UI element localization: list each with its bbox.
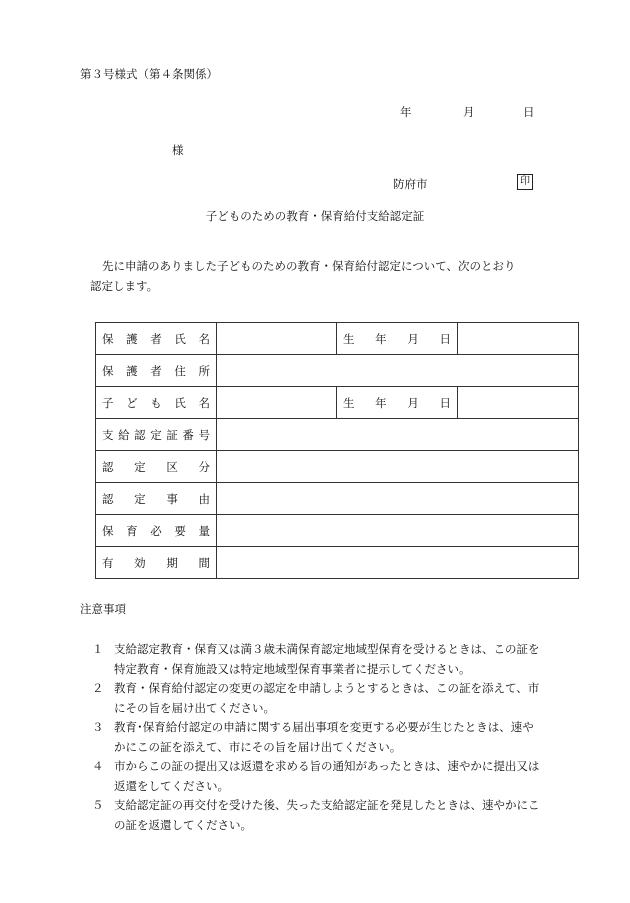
table-row	[96, 323, 579, 355]
guardian-address-value	[217, 355, 579, 387]
label-char: 量	[198, 523, 210, 538]
label-char: 認	[102, 459, 114, 474]
label-char: 定	[150, 427, 162, 442]
table-row	[96, 515, 579, 547]
label-char: 護	[126, 363, 138, 378]
category-value	[217, 451, 579, 483]
cert-number-label	[96, 419, 217, 451]
note-text: 支給認定証の再交付を受けた後、失った支給認定証を発見したときは、速やかにこの証を返還してください。	[114, 798, 540, 832]
label-char: 日	[439, 331, 451, 346]
certificate-table	[95, 322, 579, 579]
guardian-name-value	[217, 323, 337, 355]
label-char: 氏	[174, 395, 186, 410]
category-label	[96, 451, 217, 483]
table-row	[96, 419, 579, 451]
label-char: 必	[150, 523, 162, 538]
label-char: 名	[198, 395, 210, 410]
guardian-name-label	[96, 323, 217, 355]
note-text: 教育・保育給付認定の変更の認定を申請しようとするときは、この証を添えて、市にその旨を届け出てください。	[114, 681, 540, 715]
label-char: 氏	[174, 331, 186, 346]
label-char: 分	[198, 459, 210, 474]
label-char: 効	[134, 555, 146, 570]
label-char: 年	[375, 395, 387, 410]
addressee-suffix: 様	[172, 143, 184, 157]
table-row	[96, 547, 579, 579]
label-char: 認	[134, 427, 146, 442]
label-char: 号	[198, 427, 210, 442]
label-char: 育	[126, 523, 138, 538]
table-row	[96, 355, 579, 387]
label-char: 保	[102, 523, 114, 538]
issuer-name: 防府市	[393, 177, 428, 191]
care-amount-value	[217, 515, 579, 547]
label-char: 由	[198, 491, 210, 506]
body-line-2: 認定します。	[90, 279, 159, 293]
validity-label	[96, 547, 217, 579]
reason-value	[217, 483, 579, 515]
label-char: も	[150, 395, 162, 410]
label-char: 期	[166, 555, 178, 570]
document-title: 子どものための教育・保育給付支給認定証	[205, 209, 425, 223]
list-item	[92, 718, 544, 757]
list-item	[92, 679, 544, 718]
label-char: 事	[166, 491, 178, 506]
label-char: 定	[134, 459, 146, 474]
guardian-birth-date-value	[458, 323, 579, 355]
child-name-value	[217, 387, 337, 419]
label-char: 有	[102, 555, 114, 570]
note-text: 教育･保育給付認定の申請に関する届出事項を変更する必要が生じたときは、速やかにこの証を添えて、市にその旨を届け出てください。	[114, 720, 534, 754]
label-char: 給	[118, 427, 130, 442]
label-char: ど	[126, 395, 138, 410]
label-char: 支	[102, 427, 114, 442]
reason-label	[96, 483, 217, 515]
list-item	[92, 796, 544, 835]
label-char: 日	[439, 395, 451, 410]
table-row	[96, 387, 579, 419]
note-number: １	[92, 642, 104, 656]
label-char: 番	[182, 427, 194, 442]
child-name-label	[96, 387, 217, 419]
label-char: 区	[166, 459, 178, 474]
date-month-label: 月	[463, 105, 475, 119]
label-char: 保	[102, 363, 114, 378]
note-number: ５	[92, 798, 104, 812]
form-label: 第３号様式（第４条関係）	[80, 67, 218, 81]
label-char: 認	[102, 491, 114, 506]
seal-mark: 印	[517, 174, 533, 190]
label-char: 年	[375, 331, 387, 346]
label-char: 証	[166, 427, 178, 442]
table-row	[96, 483, 579, 515]
list-item	[92, 640, 544, 679]
guardian-address-label	[96, 355, 217, 387]
label-char: 定	[134, 491, 146, 506]
label-char: 間	[198, 555, 210, 570]
birth-date-label	[337, 387, 458, 419]
cert-number-value	[217, 419, 579, 451]
label-char: 保	[102, 331, 114, 346]
note-number: ２	[92, 681, 104, 695]
label-char: 者	[150, 363, 162, 378]
notes-list	[92, 640, 544, 835]
child-birth-date-value	[458, 387, 579, 419]
body-line-1: 先に申請のありました子どものための教育・保育給付認定について、次のとおり	[102, 259, 516, 273]
label-char: 子	[102, 395, 114, 410]
body-text	[90, 256, 550, 296]
label-char: 住	[174, 363, 186, 378]
date-day-label: 日	[523, 105, 535, 119]
list-item	[92, 757, 544, 796]
birth-date-label	[337, 323, 458, 355]
note-number: ３	[92, 720, 104, 734]
label-char: 月	[407, 395, 419, 410]
table-row	[96, 451, 579, 483]
label-char: 護	[126, 331, 138, 346]
label-char: 要	[174, 523, 186, 538]
label-char: 生	[343, 395, 355, 410]
label-char: 所	[198, 363, 210, 378]
note-number: ４	[92, 759, 104, 773]
label-char: 者	[150, 331, 162, 346]
care-amount-label	[96, 515, 217, 547]
label-char: 生	[343, 331, 355, 346]
note-text: 市からこの証の提出又は返還を求める旨の通知があったときは、速やかに提出又は返還をしてください。	[114, 759, 540, 793]
label-char: 名	[198, 331, 210, 346]
label-char: 月	[407, 331, 419, 346]
notes-heading: 注意事項	[80, 602, 126, 616]
date-year-label: 年	[400, 105, 412, 119]
validity-value	[217, 547, 579, 579]
note-text: 支給認定教育・保育又は満３歳未満保育認定地域型保育を受けるときは、この証を特定教育・保育施設又は特定地域型保育事業者に提示してください。	[114, 642, 540, 676]
